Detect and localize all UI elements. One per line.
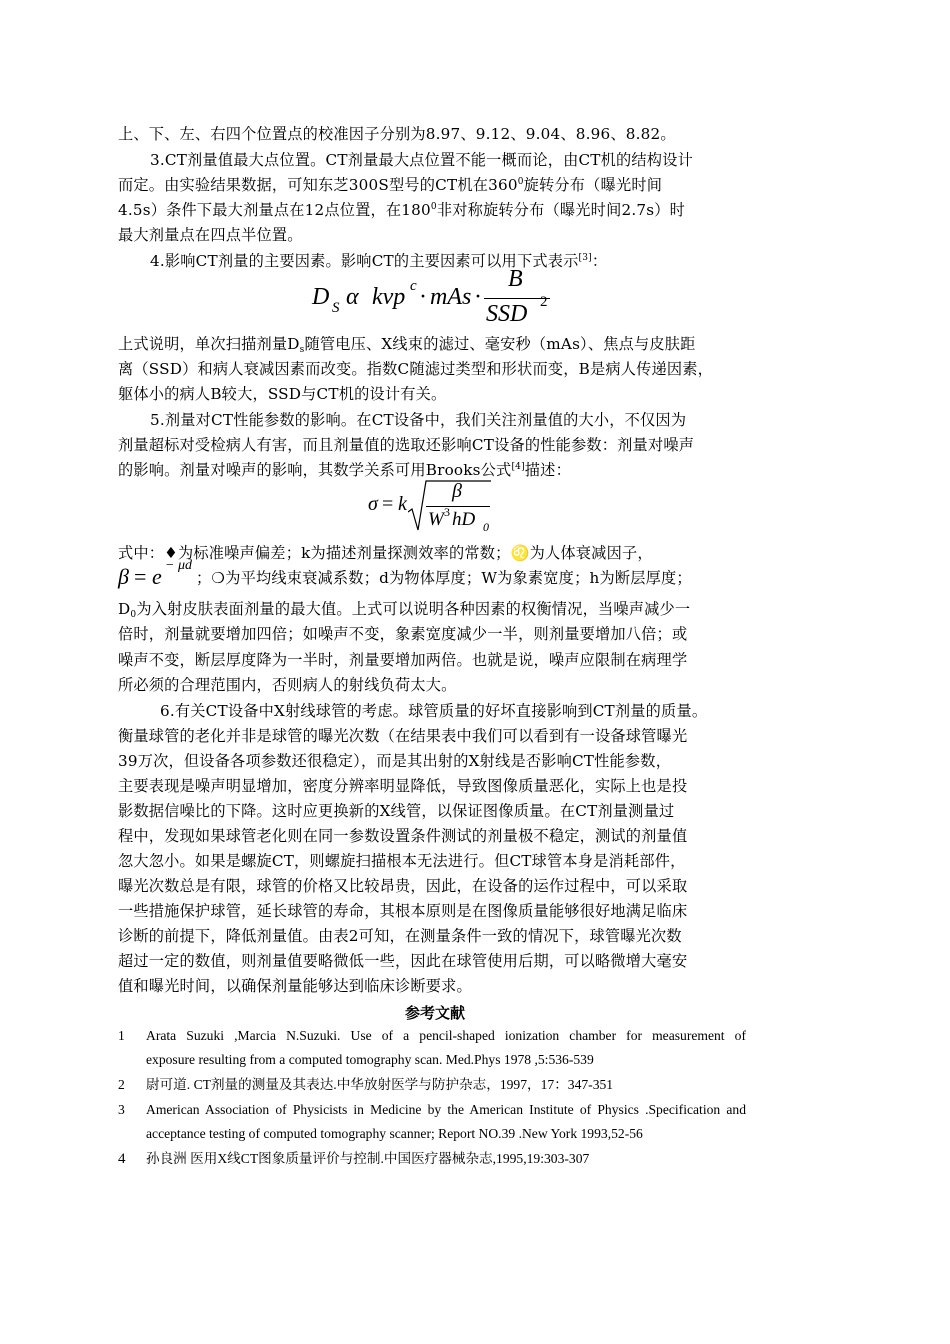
citation: [4] <box>511 462 525 472</box>
reference-text: 孙良洲 医用X线CT图象质量评价与控制.中国医疗器械杂志,1995,19:303-307 <box>146 1151 590 1166</box>
paragraph-line: 忽大忽小。如果是螺旋CT，则螺旋扫描根本无法进行。但CT球管本身是消耗部件， <box>118 852 686 870</box>
reference-text: 尉可道. CT剂量的测量及其表达.中华放射医学与防护杂志，1997，17：347-351 <box>146 1077 614 1092</box>
paragraph-line: 39万次，但设备各项参数还很稳定），而是其出射的X射线是否影响CT性能参数， <box>118 752 672 770</box>
paragraph-line: 最大剂量点在四点半位置。 <box>118 226 303 244</box>
paragraph-line: 诊断的前提下，降低剂量值。由表2可知，在测量条件一致的情况下，球管曝光次数 <box>118 927 682 945</box>
paragraph-line: 4.5s）条件下最大剂量点在12点位置，在$180^0$非对称旋转分布（曝光时间2.7s）时 <box>118 201 685 219</box>
paragraph-line: 6.有关CT设备中X射线球管的考虑。球管质量的好坏直接影响到CT剂量的质量。 <box>160 702 708 720</box>
paragraph-line: 剂量超标对受检病人有害，而且剂量值的选取还影响CT设备的性能参数：剂量对噪声 <box>118 436 695 454</box>
reference-number: 4 <box>118 1151 126 1167</box>
paragraph-line: 4.影响CT剂量的主要因素。影响CT的主要因素可以用下式表示[3]： <box>150 252 608 270</box>
brooks-formula: σ = k β W 3 hD 0 <box>368 478 508 538</box>
paragraph-line: ；❍为平均线束衰减系数；d为物体厚度；W为象素宽度；h为断层厚度； <box>196 569 692 587</box>
paragraph-line: 主要表现是噪声明显增加，密度分辨率明显降低，导致图像质量恶化，实际上也是投 <box>118 777 688 795</box>
attenuation-formula: β = e − μd <box>118 558 192 589</box>
paragraph-line: 式中：♦为标准噪声偏差；k为描述剂量探测效率的常数；♌为人体衰减因子， <box>118 544 653 562</box>
citation: [3] <box>578 253 592 263</box>
paragraph-line: 曝光次数总是有限，球管的价格又比较昂贵，因此，在设备的运作过程中，可以采取 <box>118 877 688 895</box>
paragraph-line: 影数据信噪比的下降。这时应更换新的X线管，以保证图像质量。在CT剂量测量过 <box>118 802 675 820</box>
reference-number: 1 <box>118 1028 125 1043</box>
reference-number: 2 <box>118 1077 125 1092</box>
reference-text: Arata Suzuki ,Marcia N.Suzuki. Use of a pencil-shaped ionization chamber for measurement of <box>146 1028 746 1043</box>
paragraph-line: 3.CT剂量值最大点位置。CT剂量最大点位置不能一概而论，由CT机的结构设计 <box>150 151 693 169</box>
reference-text: exposure resulting from a computed tomography scan. Med.Phys 1978 ,5:536-539 <box>146 1052 594 1067</box>
paragraph-line: 值和曝光时间，以确保剂量能够达到临床诊断要求。 <box>118 977 472 995</box>
paragraph-line: 而定。由实验结果数据，可知东芝300S型号的CT机在$360^0$旋转分布（曝光时间 <box>118 176 663 194</box>
paragraph-line: 一些措施保护球管，延长球管的寿命，其根本原则是在图像质量能够很好地满足临床 <box>118 902 688 920</box>
paragraph-line: 离（SSD）和病人衰减因素而改变。指数C随滤过类型和形状而变，B是病人传递因素， <box>118 360 714 378</box>
paragraph-line: 倍时，剂量就要增加四倍；如噪声不变，象素宽度减少一半，则剂量要增加八倍；或 <box>118 625 688 643</box>
paragraph-line: 超过一定的数值，则剂量值要略微低一些，因此在球管使用后期，可以略微增大毫安 <box>118 952 688 970</box>
dose-formula: D S α kvp c · mAs · B SSD 2 <box>312 270 572 330</box>
reference-text: acceptance testing of computed tomography scanner; Report NO.39 .New York 1993,52-56 <box>146 1126 643 1141</box>
paragraph-line: 5.剂量对CT性能参数的影响。在CT设备中，我们关注剂量值的大小，不仅因为 <box>150 411 687 429</box>
paragraph-line: 上式说明，单次扫描剂量$D_s$随管电压、X线束的滤过、毫安秒（mAs）、焦点与皮肤距 <box>118 335 696 355</box>
paragraph-line: 躯体小的病人B较大，SSD与CT机的设计有关。 <box>118 385 447 403</box>
paragraph-line: 程中，发现如果球管老化则在同一参数设置条件测试的剂量极不稳定，测试的剂量值 <box>118 827 688 845</box>
reference-text: American Association of Physicists in Medicine by the American Institute of Physics .Specification and <box>146 1102 746 1117</box>
paragraph-line: 衡量球管的老化并非是球管的曝光次数（在结果表中我们可以看到有一设备球管曝光 <box>118 727 688 745</box>
paragraph-line: 上、下、左、右四个位置点的校准因子分别为8.97、9.12、9.04、8.96、8.82。 <box>118 125 676 143</box>
references-heading: 参考文献 <box>404 1004 465 1022</box>
paragraph-line: 所必须的合理范围内，否则病人的射线负荷太大。 <box>118 676 457 694</box>
paragraph-line: $D_0$为入射皮肤表面剂量的最大值。上式可以说明各种因素的权衡情况，当噪声减少一 <box>118 600 691 620</box>
reference-number: 3 <box>118 1102 125 1117</box>
paragraph-line: 噪声不变，断层厚度降为一半时，剂量要增加两倍。也就是说，噪声应限制在病理学 <box>118 651 688 669</box>
paragraph-line: 的影响。剂量对噪声的影响，其数学关系可用Brooks公式[4]描述： <box>118 461 571 479</box>
